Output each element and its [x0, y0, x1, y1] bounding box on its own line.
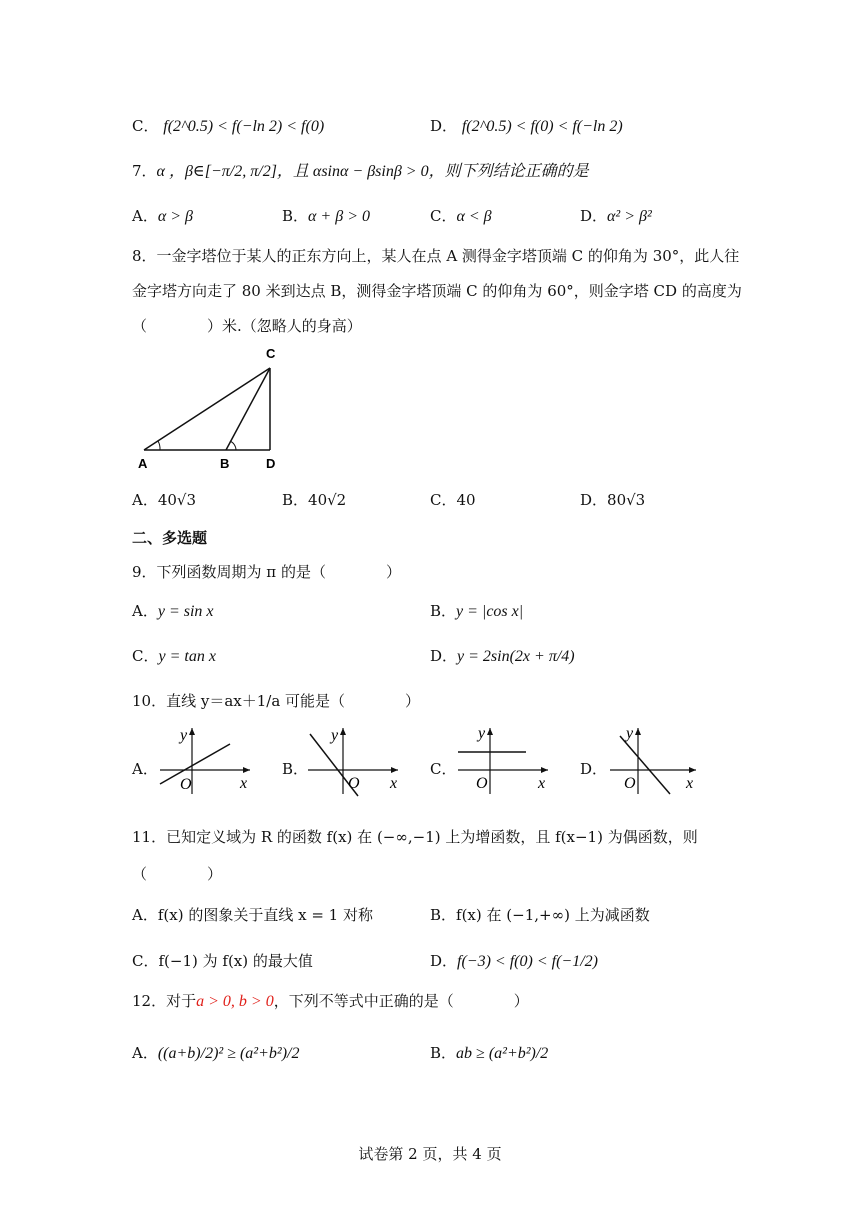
q10-option-d-label: D． — [580, 760, 608, 778]
option-text: y = |cos x| — [456, 603, 524, 620]
q8-line-3: （ ）米.（忽略人的身高） — [132, 317, 362, 335]
q6-option-c-expr: f(2^0.5) < f(−ln 2) < f(0) — [163, 118, 325, 135]
y-axis-label: y — [478, 725, 486, 742]
q10-option-a-label: A． — [132, 760, 158, 778]
option-label: A． — [132, 602, 158, 620]
option-text: y = sin x — [157, 603, 214, 620]
q9-stem: 9．下列函数周期为 π 的是（ ） — [132, 563, 401, 581]
q10-graph-d — [600, 722, 710, 797]
x-axis-label: x — [686, 775, 694, 792]
option-label: D． — [580, 491, 608, 509]
option-text: ((a+b)/2)² ≥ (a²+b²)/2 — [157, 1045, 300, 1062]
line-graph — [160, 744, 230, 784]
q12-option-b — [430, 1042, 548, 1065]
q10-graph-c — [448, 722, 558, 797]
section-heading: 二、多选题 — [132, 529, 208, 547]
q11-option-d — [430, 950, 598, 973]
q8-option-d — [580, 489, 645, 511]
option-label: C． — [430, 491, 457, 509]
segment-ac — [144, 368, 270, 450]
y-axis-label: y — [180, 727, 188, 744]
origin-label: O — [624, 775, 636, 792]
x-axis-label: x — [390, 775, 398, 792]
q7-option-c — [430, 205, 492, 228]
q10-option-c-label: C． — [430, 760, 457, 778]
q6-option-c — [132, 115, 324, 138]
q8-option-a — [132, 489, 196, 511]
q6-option-d-expr: f(2^0.5) < f(0) < f(−ln 2) — [461, 118, 623, 135]
option-label: B． — [430, 1044, 457, 1062]
option-text: α < β — [456, 208, 492, 225]
option-label: D． — [430, 647, 458, 665]
option-label: B． — [282, 491, 309, 509]
page-footer: 试卷第 2 页，共 4 页 — [358, 1145, 502, 1163]
q8-line-2: 金字塔方向走了 80 米到达点 B，测得金字塔顶端 C 的仰角为 60°，则金字塔 CD 的高度为 — [132, 282, 742, 300]
point-d-label: D — [266, 456, 276, 471]
q7-option-d — [580, 205, 652, 228]
x-axis-arrow-icon — [243, 767, 250, 773]
point-b-label: B — [220, 456, 230, 471]
q11-option-a — [132, 904, 373, 926]
option-text: f(x) 的图象关于直线 x = 1 对称 — [157, 906, 373, 924]
q12-stem — [132, 990, 529, 1013]
q8-option-b — [282, 489, 346, 511]
y-axis-arrow-icon — [189, 728, 195, 735]
segment-bc — [226, 368, 270, 450]
option-text: 40 — [456, 491, 476, 509]
option-text: ab ≥ (a²+b²)/2 — [456, 1045, 549, 1062]
origin-label: O — [348, 775, 360, 792]
x-axis-label: x — [240, 775, 248, 792]
q6-option-d — [430, 115, 623, 138]
option-text: y = 2sin(2x + π/4) — [457, 648, 575, 665]
q9-option-a — [132, 600, 214, 623]
q10-graph-a — [150, 722, 260, 797]
origin-label: O — [476, 775, 488, 792]
q7-number: 7． — [132, 162, 157, 180]
q6-option-d-label: D． — [430, 117, 458, 135]
q7-stem — [132, 160, 589, 183]
option-label: B． — [282, 207, 309, 225]
option-label: D． — [580, 207, 608, 225]
option-text: 40√2 — [308, 491, 347, 509]
q7-stem-text: α ，β∈[−π/2, π/2]，且 αsinα − βsinβ > 0，则下列结论正确的是 — [156, 163, 589, 180]
angle-a-arc — [158, 441, 160, 450]
q6-option-c-label: C． — [132, 117, 159, 135]
x-axis-arrow-icon — [541, 767, 548, 773]
q11-option-c — [132, 950, 313, 972]
option-label: A． — [132, 207, 158, 225]
option-label: A． — [132, 491, 158, 509]
option-label: A． — [132, 1044, 158, 1062]
y-axis-arrow-icon — [487, 728, 493, 735]
q8-option-c — [430, 489, 476, 511]
option-label: A． — [132, 906, 158, 924]
option-text: f(x) 在 (−1,+∞) 上为减函数 — [456, 906, 650, 924]
option-text: 80√3 — [607, 491, 646, 509]
x-axis-label: x — [538, 775, 546, 792]
q9-option-b — [430, 600, 523, 623]
q12-stem-suffix: ，下列不等式中正确的是（ ） — [273, 992, 529, 1010]
q9-option-d — [430, 645, 575, 668]
q12-stem-prefix: 12．对于 — [132, 992, 197, 1010]
option-label: D． — [430, 952, 458, 970]
y-axis-arrow-icon — [635, 728, 641, 735]
option-text: 40√3 — [157, 491, 197, 509]
option-label: B． — [430, 906, 457, 924]
option-text: y = tan x — [158, 648, 216, 665]
origin-label: O — [180, 776, 192, 793]
q8-line-1: 8．一金字塔位于某人的正东方向上，某人在点 A 测得金字塔顶端 C 的仰角为 30°，此人往 — [132, 247, 740, 265]
x-axis-arrow-icon — [689, 767, 696, 773]
q12-condition: a > 0, b > 0 — [196, 993, 274, 1010]
q9-option-c — [132, 645, 216, 668]
point-c-label: C — [266, 346, 276, 361]
option-text: α² > β² — [607, 208, 652, 225]
q7-option-a — [132, 205, 193, 228]
y-axis-label: y — [331, 727, 339, 744]
y-axis-arrow-icon — [340, 728, 346, 735]
q10-graph-b — [298, 722, 408, 797]
q11-line-1: 11．已知定义域为 R 的函数 f(x) 在 (−∞,−1) 上为增函数，且 f(x−1) 为偶函数，则 — [132, 828, 698, 846]
point-a-label: A — [138, 456, 148, 471]
q10-option-b-label: B． — [282, 760, 309, 778]
q10-stem: 10．直线 y＝ax＋1/a 可能是（ ） — [132, 692, 421, 710]
option-label: C． — [132, 647, 159, 665]
option-text: α + β > 0 — [308, 208, 370, 225]
q12-option-a — [132, 1042, 299, 1065]
pyramid-triangle-figure — [132, 340, 292, 475]
option-text: α > β — [157, 208, 194, 225]
option-label: C． — [430, 207, 457, 225]
q7-option-b — [282, 205, 370, 228]
q11-option-b — [430, 904, 650, 926]
option-text: f(−1) 为 f(x) 的最大值 — [158, 952, 313, 970]
option-text: f(−3) < f(0) < f(−1/2) — [457, 953, 598, 970]
x-axis-arrow-icon — [391, 767, 398, 773]
y-axis-label: y — [626, 725, 634, 742]
q11-line-2: （ ） — [132, 865, 223, 883]
option-label: C． — [132, 952, 159, 970]
option-label: B． — [430, 602, 457, 620]
